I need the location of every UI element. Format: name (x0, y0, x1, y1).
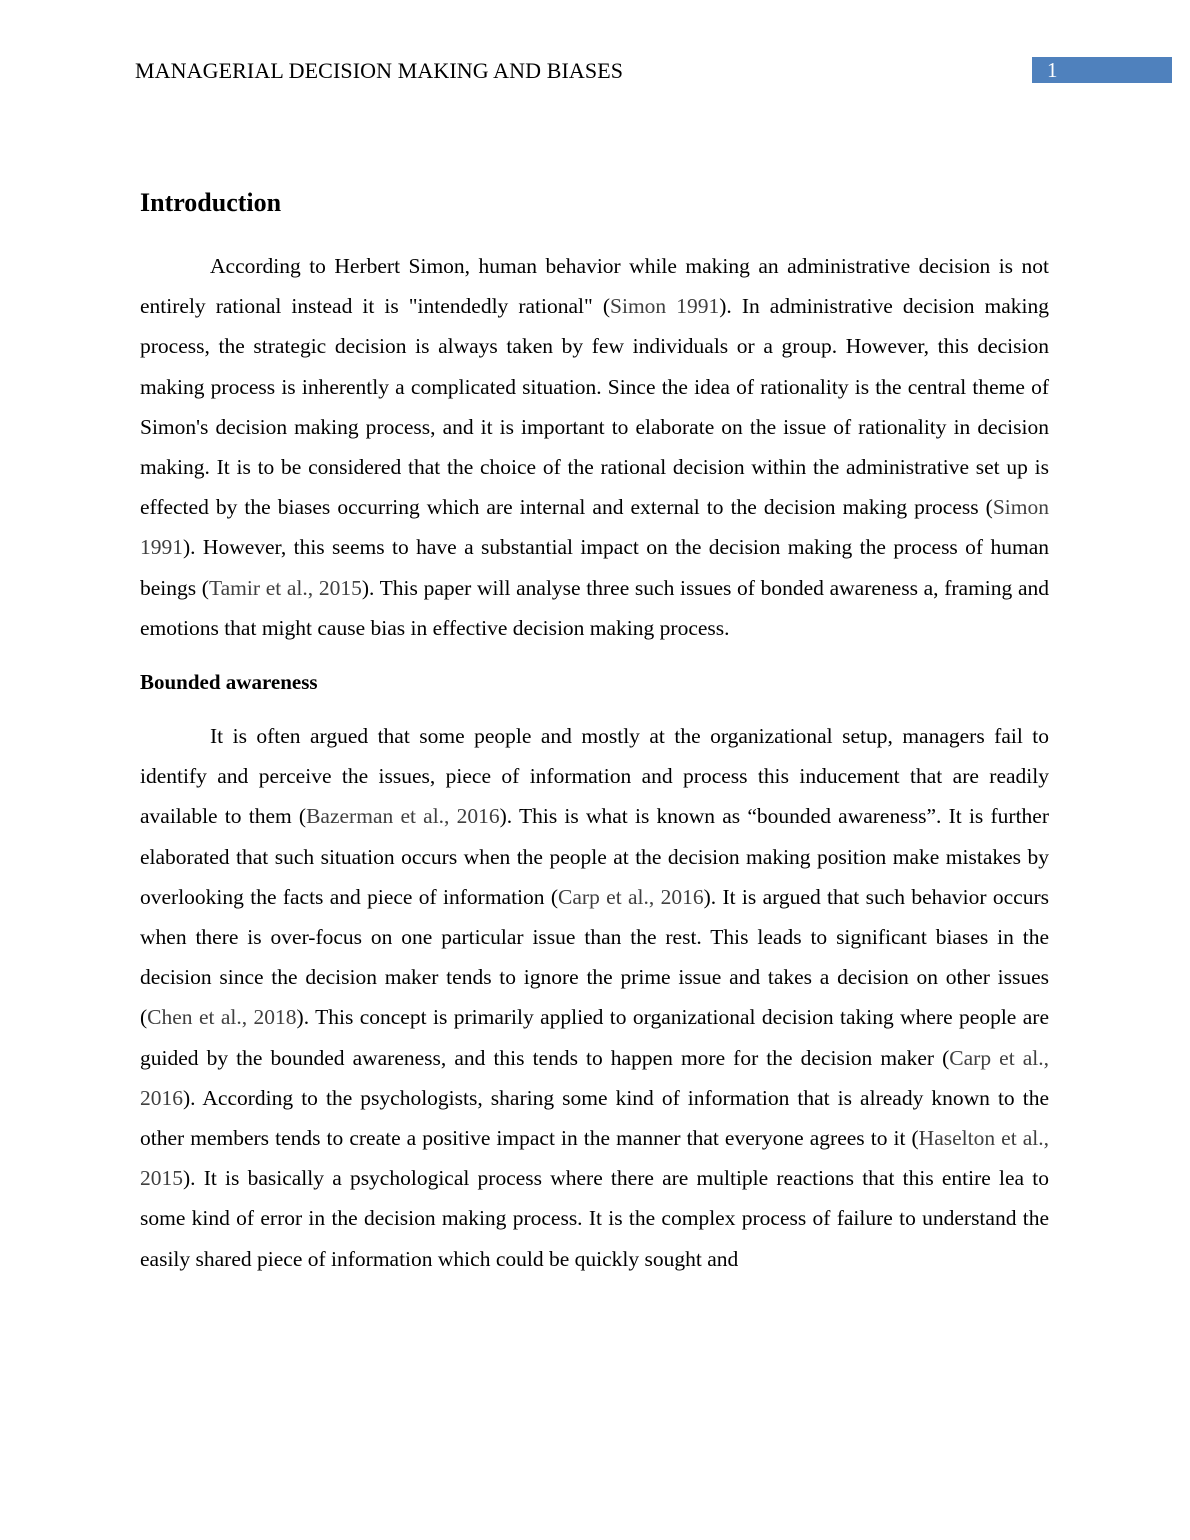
text-run: ). According to the psychologists, sharing some kind of information that is already known to the other members tends to create a positive impact in the manner that everyone agrees to it ( (140, 1085, 1049, 1151)
section-heading-bounded-awareness: Bounded awareness (140, 670, 318, 695)
document-body (140, 184, 1049, 1279)
section-heading-introduction: Introduction (140, 188, 282, 217)
text-run: It is often argued that some people and mostly at the organizational setup, managers fail to identify and perceive the issues, piece of information and process this inducement that are readily available to them ( (140, 724, 1049, 829)
text-run: ). In administrative decision making process, the strategic decision is always taken by few individuals or a group. However, this decision making process is inherently a complicated situation. Since the idea of rationality is the central theme of Simon's decision making process, and it is important to elaborate on the issue of rationality in decision making. It is to be considered that the choice of the rational decision within the administrative set up is effected by the biases occurring which are internal and external to the decision making process ( (140, 294, 1050, 520)
citation: Carp et al., 2016 (558, 884, 704, 909)
bounded-awareness-paragraph (140, 716, 1049, 1279)
citation: Bazerman et al., 2016 (306, 804, 500, 829)
text-run: ). It is basically a psychological process where there are multiple reactions that this entire lea to some kind of error in the decision making process. It is the complex process of failure to understand the easily shared piece of information which could be quickly sought and (140, 1166, 1049, 1271)
text-run: ). It is argued that such behavior occurs when there is over-focus on one particular issue than the rest. This leads to significant biases in the decision since the decision maker tends to ignore the prime issue and takes a decision on other issues ( (140, 884, 1049, 1030)
citation: Carp et al., 2016 (140, 1045, 1049, 1110)
citation: Simon 1991 (610, 294, 720, 319)
page-number-box (1032, 57, 1172, 83)
text-run: ). This paper will analyse three such issues of bonded awareness a, framing and emotions that might cause bias in effective decision making process. (140, 575, 1049, 640)
introduction-paragraph (140, 246, 1049, 648)
running-head-title: MANAGERIAL DECISION MAKING AND BIASES (135, 58, 624, 83)
citation: Simon 1991 (140, 495, 1049, 560)
text-run: According to Herbert Simon, human behavior while making an administrative decision is not entirely rational instead it is "intendedly rational" ( (140, 254, 1049, 319)
page-number: 1 (1047, 58, 1058, 82)
text-run: ). This is what is known as “bounded awareness”. It is further elaborated that such situation occurs when the people at the decision making position make mistakes by overlooking the facts and piece of information ( (140, 804, 1049, 909)
citation: Tamir et al., 2015 (208, 575, 362, 600)
text-run: ). This concept is primarily applied to organizational decision taking where people are guided by the bounded awareness, and this tends to happen more for the decision maker ( (140, 1005, 1049, 1070)
citation: Chen et al., 2018 (147, 1005, 297, 1030)
text-run: ). However, this seems to have a substantial impact on the decision making the process of human beings ( (140, 535, 1049, 600)
citation: Haselton et al., 2015 (140, 1126, 1049, 1191)
